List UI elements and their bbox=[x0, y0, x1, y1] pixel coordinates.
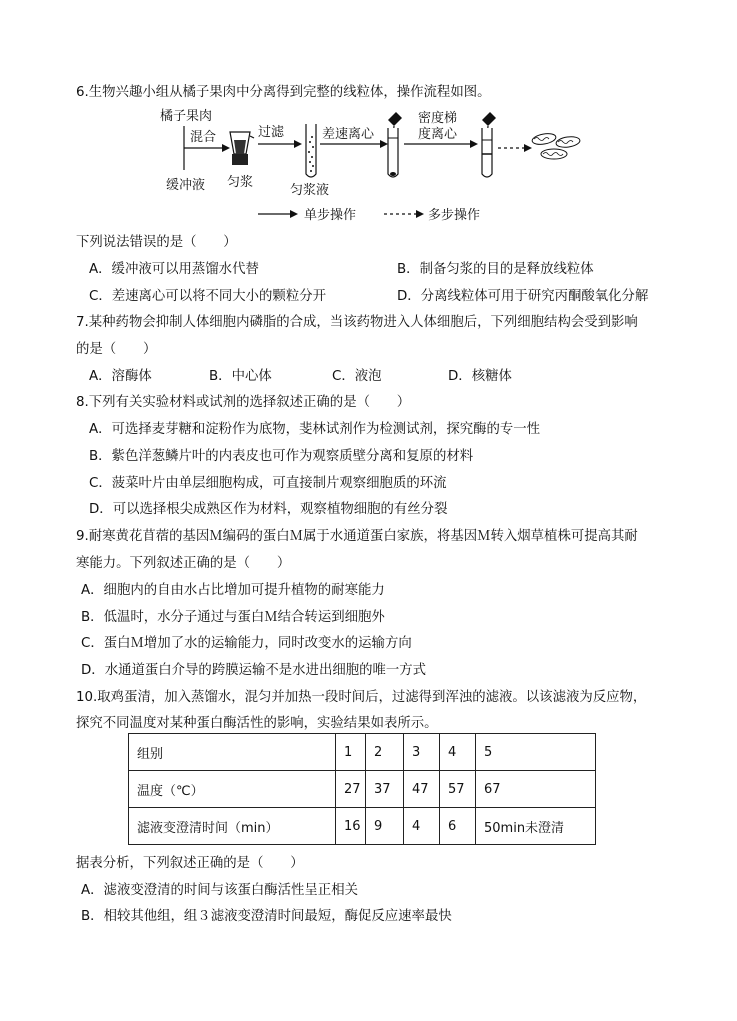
q6-option-d: D．分离线粒体可用于研究丙酮酸氧化分解 bbox=[397, 289, 649, 304]
q7-option-a: A．溶酶体 bbox=[89, 369, 152, 384]
q8-option-d: D．可以选择根尖成熟区作为材料，观察植物细胞的有丝分裂 bbox=[89, 502, 448, 517]
table-cell: 滤液变澄清时间（min） bbox=[129, 808, 336, 845]
q7-stem-line2: 的是（ ） bbox=[76, 342, 157, 357]
multi-step-arrowhead bbox=[524, 144, 532, 152]
q8-stem: 8.下列有关实验材料或试剂的选择叙述正确的是（ ） bbox=[76, 395, 411, 410]
mix-arrowhead bbox=[222, 144, 230, 152]
label-homogenate: 匀浆液 bbox=[290, 183, 330, 198]
label-homogenize: 匀浆 bbox=[227, 175, 254, 190]
table-cell: 50min未澄清 bbox=[476, 808, 596, 845]
q10-question: 据表分析，下列叙述正确的是（ ） bbox=[76, 856, 304, 871]
table-cell: 9 bbox=[366, 808, 404, 845]
q9-option-c: C．蛋白Ｍ增加了水的运输能力，同时改变水的运输方向 bbox=[81, 636, 412, 651]
density-arrowhead bbox=[470, 140, 478, 148]
table-cell: 3 bbox=[404, 734, 440, 771]
legend-single-step: 单步操作 bbox=[304, 208, 357, 223]
table-cell: 57 bbox=[440, 771, 476, 808]
q9-option-d: D．水通道蛋白介导的跨膜运输不是水进出细胞的唯一方式 bbox=[81, 663, 427, 678]
table-cell: 27 bbox=[336, 771, 366, 808]
table-cell: 47 bbox=[404, 771, 440, 808]
q7-option-d: D．核糖体 bbox=[448, 369, 512, 384]
q6-option-b: B．制备匀浆的目的是释放线粒体 bbox=[397, 262, 594, 277]
q7-option-c: C．液泡 bbox=[332, 369, 382, 384]
q6-option-c: C．差速离心可以将不同大小的颗粒分开 bbox=[89, 289, 326, 304]
q10-option-a: A．滤液变澄清的时间与该蛋白酶活性呈正相关 bbox=[81, 883, 358, 898]
centrifuge-tube-icon bbox=[388, 128, 398, 177]
table-row bbox=[129, 771, 596, 808]
q6-question: 下列说法错误的是（ ） bbox=[76, 235, 237, 250]
label-buffer: 缓冲液 bbox=[166, 178, 206, 193]
q7-option-b: B．中心体 bbox=[209, 369, 272, 384]
table-cell: 6 bbox=[440, 808, 476, 845]
q9-stem-line2: 寒能力。下列叙述正确的是（ ） bbox=[76, 556, 291, 571]
q9-option-b: B．低温时，水分子通过与蛋白Ｍ结合转运到细胞外 bbox=[81, 610, 385, 625]
q10-stem-line2: 探究不同温度对某种蛋白酶活性的影响，实验结果如表所示。 bbox=[76, 716, 438, 731]
table-cell: 67 bbox=[476, 771, 596, 808]
table-cell: 2 bbox=[366, 734, 404, 771]
label-density-1: 密度梯 bbox=[418, 111, 458, 126]
filter-arrowhead bbox=[294, 140, 302, 148]
q7-stem-line1: 7.某种药物会抑制人体细胞内磷脂的合成，当该药物进入人体细胞后，下列细胞结构会受到影响 bbox=[76, 315, 638, 330]
flow-diagram-svg bbox=[150, 104, 590, 230]
table-cell: 1 bbox=[336, 734, 366, 771]
label-mix: 混合 bbox=[190, 130, 217, 145]
q8-option-c: C．菠菜叶片由单层细胞构成，可直接制片观察细胞质的环流 bbox=[89, 476, 447, 491]
table-cell: 16 bbox=[336, 808, 366, 845]
q6-option-a: A．缓冲液可以用蒸馏水代替 bbox=[89, 262, 259, 277]
q6-flow-diagram bbox=[150, 104, 590, 230]
q10-stem-line1: 10.取鸡蛋清，加入蒸馏水，混匀并加热一段时间后，过滤得到浑浊的滤液。以该滤液为反应物， bbox=[76, 690, 647, 705]
legend-multi-step: 多步操作 bbox=[428, 208, 481, 223]
legend-solid-arrowhead bbox=[290, 210, 298, 218]
table-cell: 5 bbox=[476, 734, 596, 771]
table-row bbox=[129, 808, 596, 845]
gradient-tube-icon bbox=[482, 128, 492, 177]
q10-results-table bbox=[128, 733, 596, 845]
q10-option-b: B．相较其他组，组３滤液变澄清时间最短，酶促反应速率最快 bbox=[81, 909, 452, 924]
q9-stem-line1: 9.耐寒黄花苜蓿的基因Ｍ编码的蛋白Ｍ属于水通道蛋白家族，将基因Ｍ转入烟草植株可提高其耐 bbox=[76, 529, 638, 544]
q8-option-b: B．紫色洋葱鳞片叶的内表皮也可作为观察质壁分离和复原的材料 bbox=[89, 449, 474, 464]
mitochondria-icon bbox=[531, 132, 580, 159]
label-filter: 过滤 bbox=[258, 125, 285, 140]
legend-dashed-arrowhead bbox=[416, 210, 424, 218]
table-cell: 37 bbox=[366, 771, 404, 808]
table-cell: 4 bbox=[440, 734, 476, 771]
q8-option-a: A．可选择麦芽糖和淀粉作为底物，斐林试剂作为检测试剂，探究酶的专一性 bbox=[89, 422, 541, 437]
q9-option-a: A．细胞内的自由水占比增加可提升植物的耐寒能力 bbox=[81, 583, 385, 598]
diff-centrifuge-arrowhead bbox=[380, 140, 388, 148]
table-cell: 组别 bbox=[129, 734, 336, 771]
homogenate-tube-icon bbox=[306, 124, 316, 177]
table-cell: 温度（℃） bbox=[129, 771, 336, 808]
table-cell: 4 bbox=[404, 808, 440, 845]
table-row bbox=[129, 734, 596, 771]
label-density-2: 度离心 bbox=[418, 127, 458, 142]
label-orange-pulp: 橘子果肉 bbox=[160, 109, 213, 124]
label-diff-centrifuge: 差速离心 bbox=[322, 127, 375, 142]
q6-stem: 6.生物兴趣小组从橘子果肉中分离得到完整的线粒体，操作流程如图。 bbox=[76, 85, 491, 100]
blender-icon bbox=[230, 132, 254, 165]
